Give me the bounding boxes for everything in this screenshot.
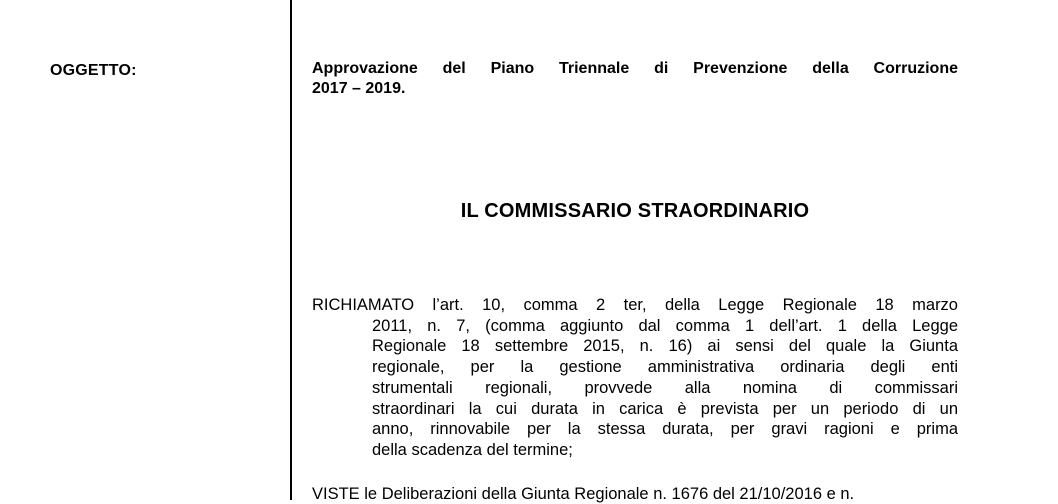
paragraph-line: strumentali regionali, provvede alla nomina di commissari	[372, 378, 958, 397]
column-divider	[290, 0, 292, 500]
paragraph-line: anno, rinnovabile per la stessa durata, per gravi ragioni e prima	[372, 420, 958, 439]
paragraph-line: 2011, n. 7, (comma aggiunto dal comma 1 dell’art. 1 della Legge	[372, 316, 958, 335]
paragraph-line: RICHIAMATO l’art. 10, comma 2 ter, della Legge Regionale 18 marzo	[312, 296, 958, 314]
oggetto-label: OGGETTO:	[50, 62, 137, 79]
page-title: IL COMMISSARIO STRAORDINARIO	[460, 200, 810, 222]
subject-line-2: 2017 – 2019.	[312, 80, 406, 97]
paragraph-line: regionale, per la gestione amministrativa ordinaria degli enti	[372, 358, 958, 377]
subject-text	[312, 59, 958, 99]
richiamato-paragraph	[312, 295, 958, 461]
paragraph-line: Regionale 18 settembre 2015, n. 16) ai sensi del quale la Giunta	[372, 337, 958, 356]
paragraph-line: della scadenza del termine;	[372, 440, 573, 459]
subject-line-1: Approvazione del Piano Triennale di Prevenzione della Corruzione	[312, 60, 958, 77]
viste-paragraph-line: VISTE le Deliberazioni della Giunta Regionale n. 1676 del 21/10/2016 e n.	[312, 485, 855, 503]
paragraph-line: straordinari la cui durata in carica è prevista per un periodo di un	[372, 399, 958, 418]
